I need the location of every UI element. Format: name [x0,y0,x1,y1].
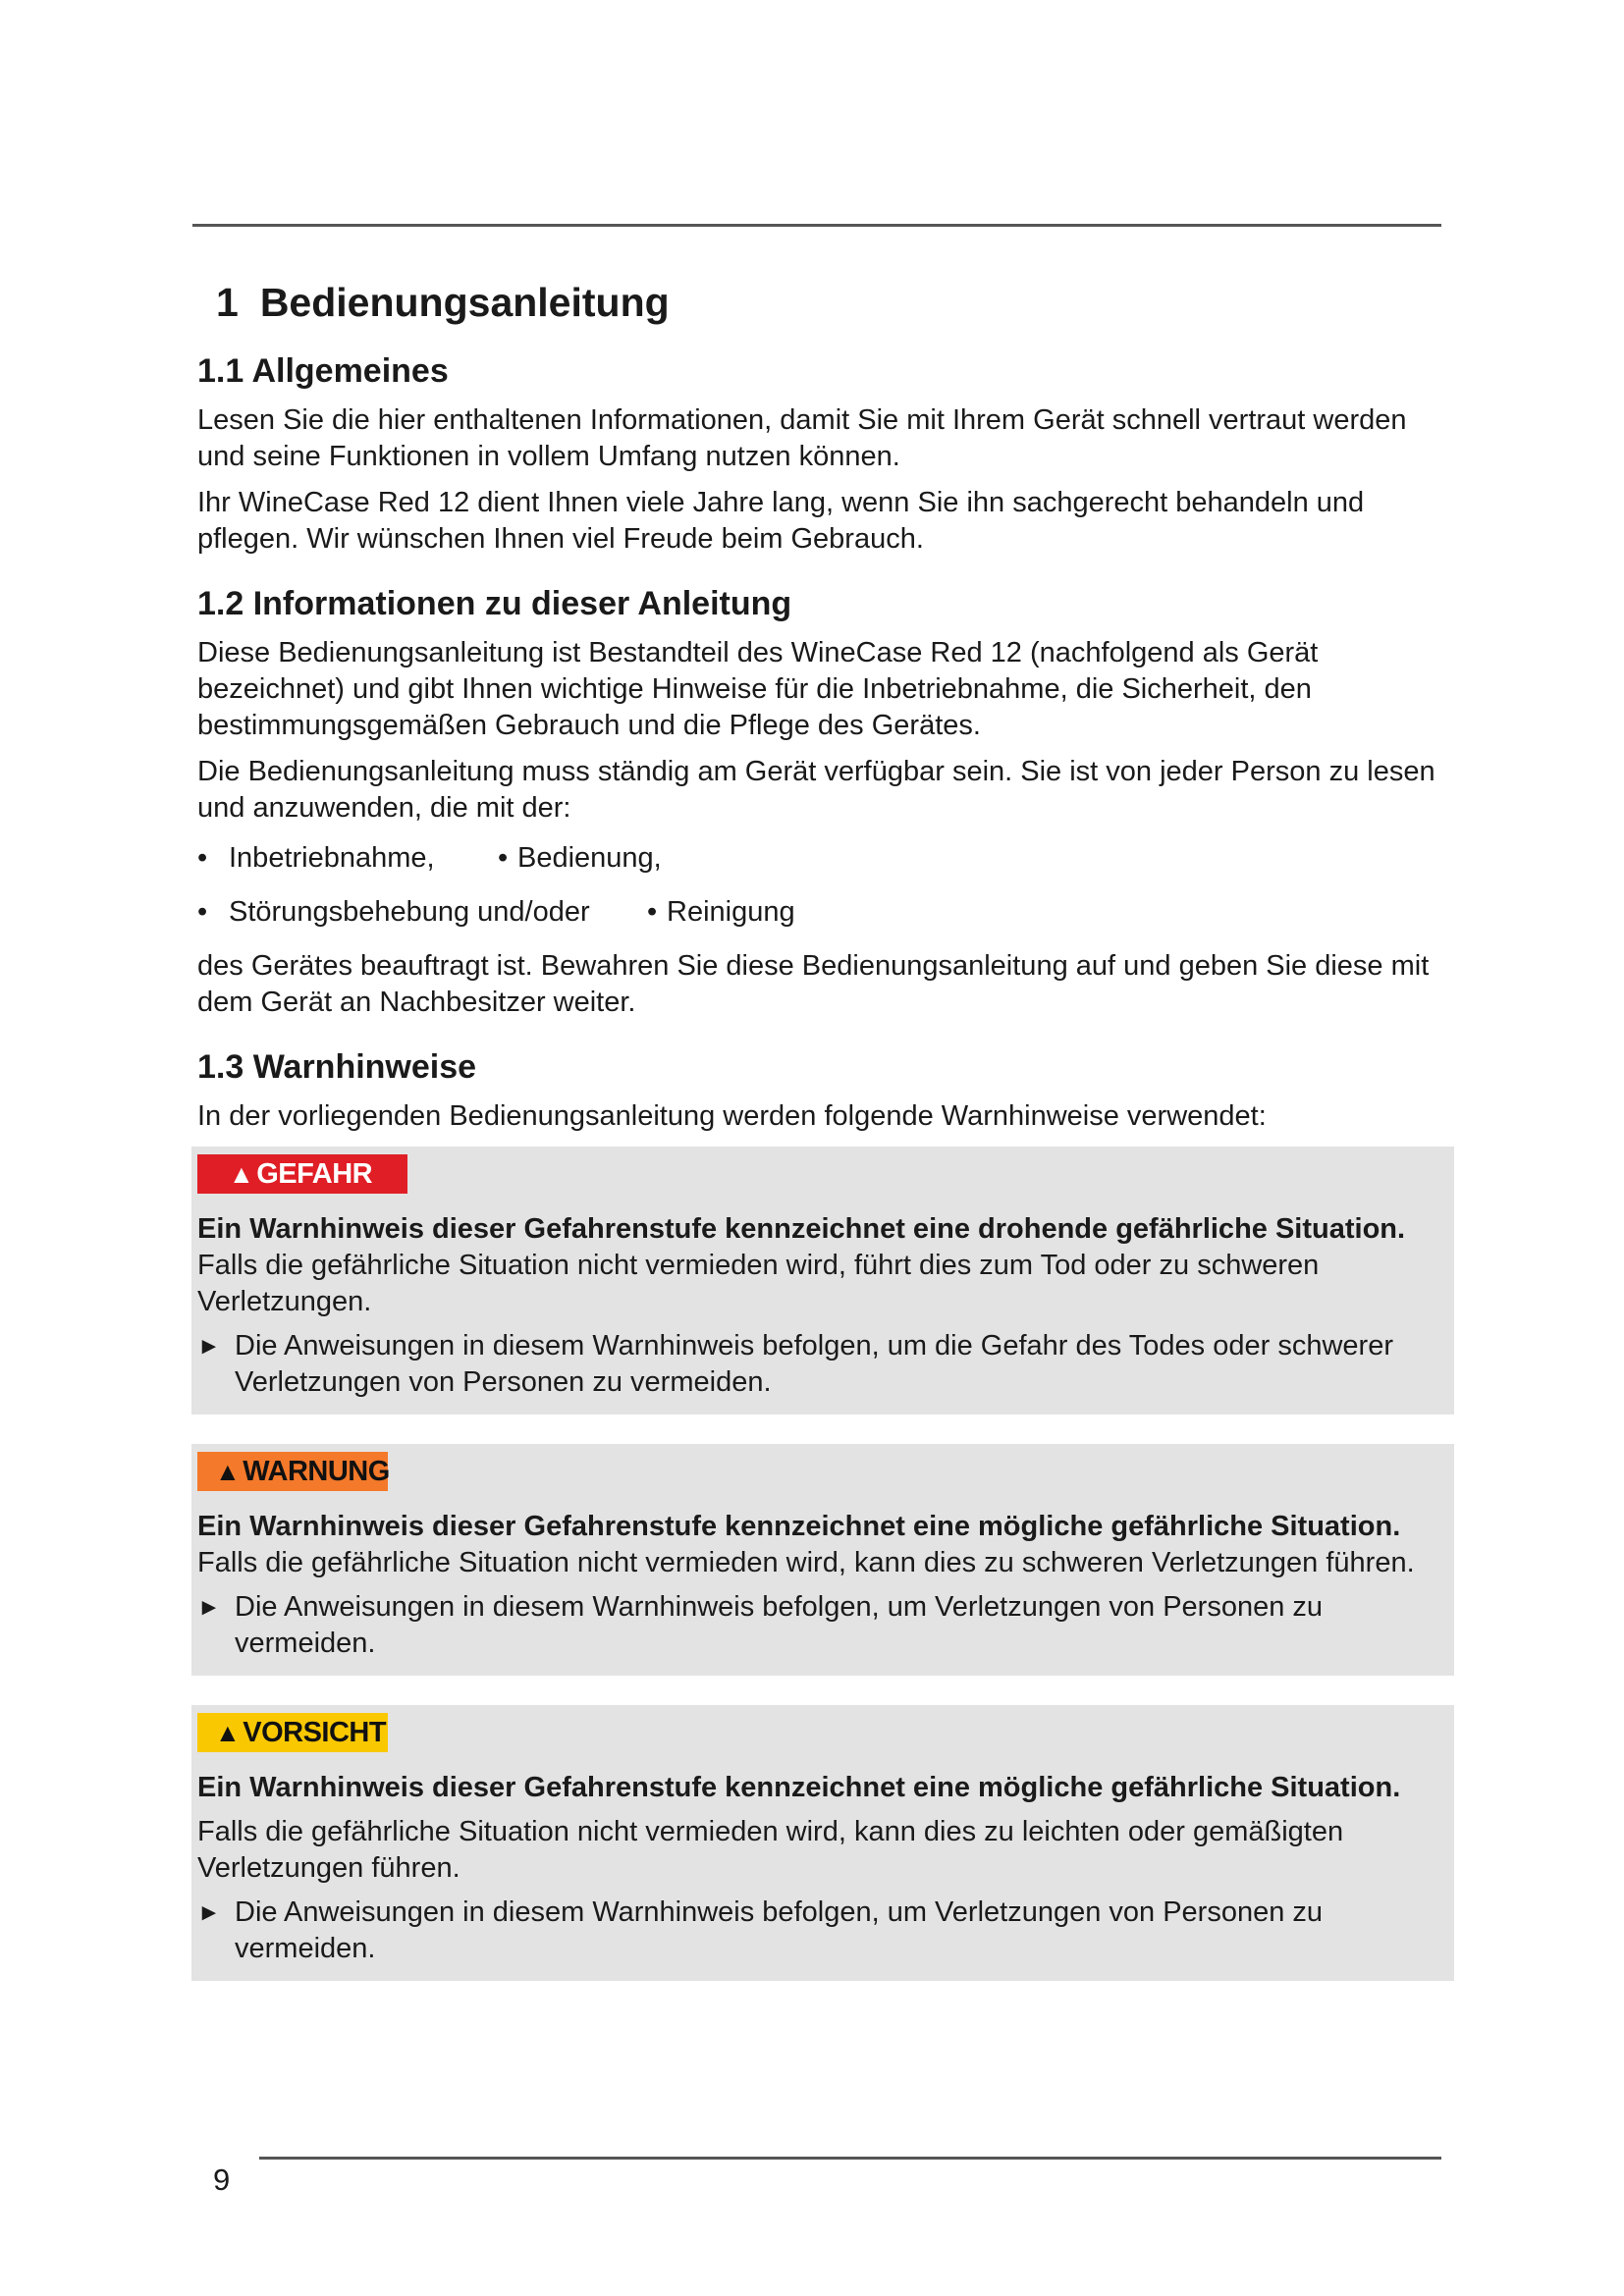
section-title: 1.3 Warnhinweise [197,1048,477,1087]
arrow-icon: ► [197,1594,221,1622]
section-title: 1.2 Informationen zu dieser Anleitung [197,585,792,623]
warning-text: Ein Warnhinweis dieser Gefahrenstufe kennzeichnet eine drohende gefährliche Situation. Falls die gefährliche Situation nicht vermieden wird, führt dies zum Tod oder zu schweren Verletzungen. [197,1213,1406,1318]
instruction: ► Die Anweisungen in diesem Warnhinweis befolgen, um Verletzungen von Personen zu vermeiden. [197,1895,1440,1967]
chapter-title: Bedienungsanleitung [259,280,670,325]
instruction: ► Die Anweisungen in diesem Warnhinweis befolgen, um die Gefahr des Todes oder schwerer Verletzungen von Personen zu vermeiden. [197,1328,1440,1401]
list-item: • Bedienung, [498,840,662,877]
page-number: 9 [213,2163,231,2197]
signal-word-badge: ▲ WARNUNG [197,1452,388,1491]
bullet-list [197,840,1444,931]
section-informationen [197,585,1444,1021]
paragraph: Ihr WineCase Red 12 dient Ihnen viele Jahre lang, wenn Sie ihn sachgerecht behandeln und pflegen. Wir wünschen Ihnen viel Freude beim Gebrauch. [197,487,1365,556]
warning-text: Falls die gefährliche Situation nicht vermieden wird, kann dies zu leichten oder gemäßigten Verletzungen führen. [197,1816,1344,1885]
warning-triangle-icon: ▲ [215,1456,241,1486]
instruction: ► Die Anweisungen in diesem Warnhinweis befolgen, um Verletzungen von Personen zu vermeiden. [197,1589,1440,1662]
chapter-heading [216,281,1444,325]
section-allgemeines [197,352,1444,558]
document-page [197,281,1444,1981]
header-rule [192,224,1441,227]
signal-word-badge: ▲ VORSICHT [197,1713,388,1752]
bullet-icon: • [197,842,208,875]
paragraph: Lesen Sie die hier enthaltenen Informationen, damit Sie mit Ihrem Gerät schnell vertraut werden und seine Funktionen in vollem Umfang nutzen können. [197,404,1407,473]
paragraph: In der vorliegenden Bedienungsanleitung werden folgende Warnhinweise verwendet: [197,1100,1267,1133]
section-warnhinweise [197,1048,1444,1981]
signal-word-badge: ▲ GEFAHR [197,1154,407,1194]
bullet-icon: • [197,896,208,929]
warning-heading: Ein Warnhinweis dieser Gefahrenstufe kennzeichnet eine mögliche gefährliche Situation. [197,1772,1401,1804]
warning-triangle-icon: ▲ [215,1717,241,1747]
bullet-icon: • [498,842,509,875]
paragraph: des Gerätes beauftragt ist. Bewahren Sie diese Bedienungsanleitung auf und geben Sie diese mit dem Gerät an Nachbesitzer weiter. [197,950,1430,1019]
warning-box-gefahr [191,1147,1454,1415]
warning-box-warnung [191,1444,1454,1676]
paragraph: Diese Bedienungsanleitung ist Bestandteil des WineCase Red 12 (nachfolgend als Gerät bezeichnet) und gibt Ihnen wichtige Hinweise für die Inbetriebnahme, die Sicherheit, den bestimmungsgemäßen Gebrauch und die Pflege des Gerätes. [197,637,1319,742]
arrow-icon: ► [197,1333,221,1361]
arrow-icon: ► [197,1899,221,1927]
section-title: 1.1 Allgemeines [197,352,449,391]
warning-text: Ein Warnhinweis dieser Gefahrenstufe kennzeichnet eine mögliche gefährliche Situation. Falls die gefährliche Situation nicht vermieden wird, kann dies zu schweren Verletzungen führen. [197,1511,1415,1579]
warning-box-vorsicht [191,1705,1454,1981]
list-item: • Inbetriebnahme, [197,840,498,877]
warning-triangle-icon: ▲ [229,1158,254,1189]
bullet-icon: • [647,896,658,929]
footer-rule [259,2157,1441,2160]
list-item: • Reinigung [647,894,795,931]
list-item: • Störungsbehebung und/oder [197,894,647,931]
chapter-number: 1 [216,280,239,325]
paragraph: Die Bedienungsanleitung muss ständig am Gerät verfügbar sein. Sie ist von jeder Person zu lesen und anzuwenden, die mit der: [197,756,1435,825]
